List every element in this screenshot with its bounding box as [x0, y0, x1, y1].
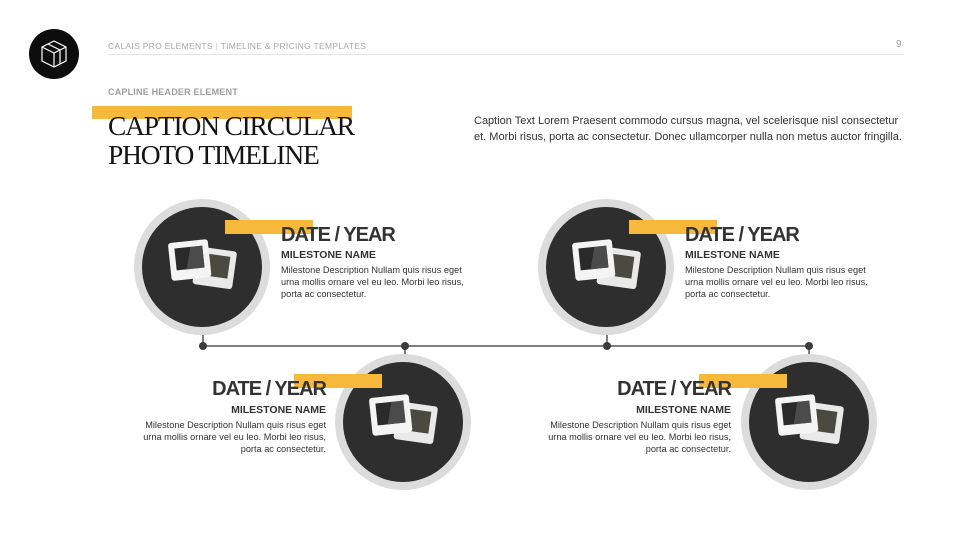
page-title: [108, 111, 354, 169]
milestone-name: MILESTONE NAME: [231, 404, 326, 416]
milestone-description: Milestone Description Nullam quis risus eget urna mollis ornare vel eu leo. Morbi leo risus, porta ac consectetur.: [548, 420, 731, 455]
timeline-dot: [401, 342, 409, 350]
brand-subtitle: TIMELINE & PRICING TEMPLATES: [220, 41, 367, 51]
milestone-name: MILESTONE NAME: [281, 249, 376, 261]
milestone-description: Milestone Description Nullam quis risus eget urna mollis ornare vel eu leo. Morbi leo risus, porta ac consectetur.: [281, 265, 464, 300]
milestone-date: DATE / YEAR: [212, 378, 326, 400]
page-number: 9: [896, 39, 902, 50]
photo-slides-icon: [773, 392, 845, 452]
header-divider: [108, 54, 904, 55]
photo-slides-icon: [570, 237, 642, 297]
milestone-name: MILESTONE NAME: [685, 249, 780, 261]
timeline-line: [202, 345, 810, 347]
brand-header: [108, 41, 366, 51]
brand-name: CALAIS PRO ELEMENTS: [108, 41, 213, 51]
milestone-date: DATE / YEAR: [281, 224, 395, 246]
timeline-dot: [199, 342, 207, 350]
page-title-line-1: CAPTION CIRCULAR: [108, 110, 354, 141]
page-title-line-2: PHOTO TIMELINE: [108, 139, 319, 170]
brand-separator: |: [215, 41, 219, 51]
milestone-description: Milestone Description Nullam quis risus eget urna mollis ornare vel eu leo. Morbi leo risus, porta ac consectetur.: [685, 265, 868, 300]
timeline-dot: [603, 342, 611, 350]
capline-header: CAPLINE HEADER ELEMENT: [108, 87, 238, 97]
milestone-description: Milestone Description Nullam quis risus eget urna mollis ornare vel eu leo. Morbi leo risus, porta ac consectetur.: [143, 420, 326, 455]
timeline-dot: [805, 342, 813, 350]
milestone-date: DATE / YEAR: [617, 378, 731, 400]
milestone-date: DATE / YEAR: [685, 224, 799, 246]
milestone-name: MILESTONE NAME: [636, 404, 731, 416]
photo-slides-icon: [166, 237, 238, 297]
photo-slides-icon: [367, 392, 439, 452]
caption-text: Caption Text Lorem Praesent commodo cursus magna, vel scelerisque nisl consectetur et. Morbi risus, porta ac consectetur. Donec ullamcorper nulla non metus auctor fringilla.: [474, 115, 902, 143]
cube-logo-icon: [29, 29, 79, 79]
